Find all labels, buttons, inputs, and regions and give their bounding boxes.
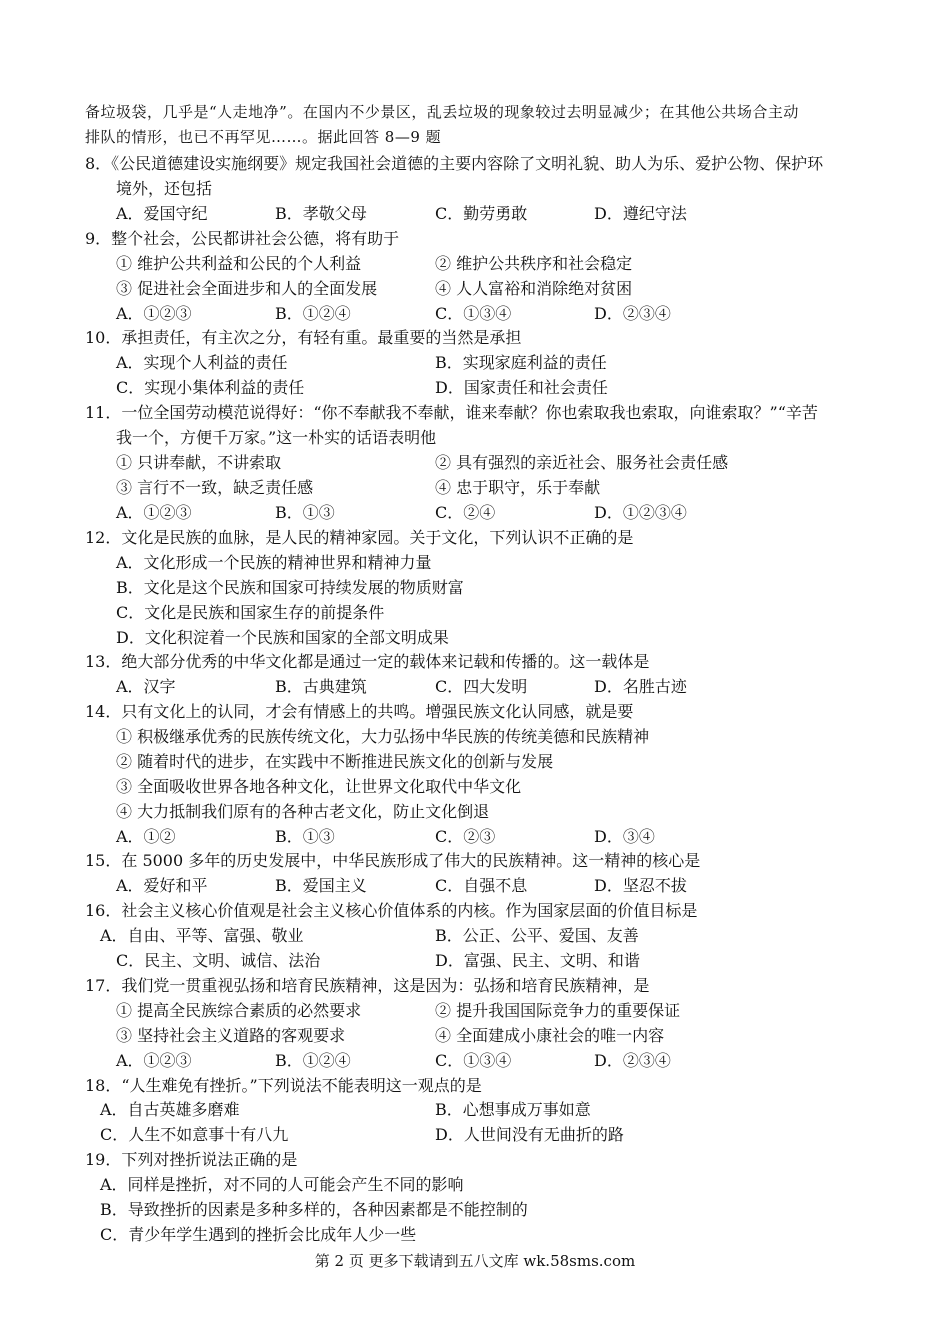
text-line: D．③④ bbox=[594, 827, 655, 846]
text-line: B．导致挫折的因素是多种多样的，各种因素都是不能控制的 bbox=[100, 1200, 528, 1219]
text-line: C．②④ bbox=[435, 503, 496, 522]
text-line: 15．在 5000 多年的历史发展中，中华民族形成了伟大的民族精神。这一精神的核心是 bbox=[85, 851, 701, 870]
text-line: C．实现小集体利益的责任 bbox=[116, 378, 305, 397]
text-line: D．②③④ bbox=[594, 304, 671, 323]
text-line: A．①②③ bbox=[116, 503, 192, 522]
text-line: A．文化形成一个民族的精神世界和精神力量 bbox=[116, 553, 432, 572]
text-line: ③ 言行不一致，缺乏责任感 bbox=[116, 478, 314, 497]
text-line: ③ 促进社会全面进步和人的全面发展 bbox=[116, 279, 378, 298]
intro-line: 排队的情形，也已不再罕见……。据此回答 8—9 题 bbox=[85, 128, 442, 146]
text-line: ① 维护公共利益和公民的个人利益 bbox=[116, 254, 362, 273]
text-line: B．①③ bbox=[275, 503, 335, 522]
text-line: ② 维护公共秩序和社会稳定 bbox=[435, 254, 633, 273]
text-line: 我一个，方便千万家。”这一朴实的话语表明他 bbox=[116, 428, 437, 447]
text-line: B．古典建筑 bbox=[275, 677, 367, 696]
text-line: 14．只有文化上的认同，才会有情感上的共鸣。增强民族文化认同感，就是要 bbox=[85, 702, 634, 721]
text-line: C．自强不息 bbox=[435, 876, 528, 895]
text-line: 12．文化是民族的血脉，是人民的精神家园。关于文化，下列认识不正确的是 bbox=[85, 528, 634, 547]
text-line: ④ 忠于职守，乐于奉献 bbox=[435, 478, 601, 497]
text-line: B．爱国主义 bbox=[275, 876, 367, 895]
text-line: B．①②④ bbox=[275, 304, 351, 323]
text-line: A．①② bbox=[116, 827, 176, 846]
text-line: A．①②③ bbox=[116, 304, 192, 323]
text-line: B．①②④ bbox=[275, 1051, 351, 1070]
text-line: A．汉字 bbox=[116, 677, 176, 696]
text-line: D．②③④ bbox=[594, 1051, 671, 1070]
text-line: A．实现个人利益的责任 bbox=[116, 353, 288, 372]
text-line: A．自由、平等、富强、敬业 bbox=[100, 926, 304, 945]
text-line: ① 只讲奉献，不讲索取 bbox=[116, 453, 282, 472]
intro-passage bbox=[85, 100, 885, 150]
text-line: D．文化积淀着一个民族和国家的全部文明成果 bbox=[116, 628, 449, 647]
text-line: 19．下列对挫折说法正确的是 bbox=[85, 1150, 298, 1169]
text-line: 10．承担责任，有主次之分，有轻有重。最重要的当然是承担 bbox=[85, 328, 522, 347]
text-line: D．富强、民主、文明、和谐 bbox=[435, 951, 640, 970]
text-line: 8．《公民道德建设实施纲要》规定我国社会道德的主要内容除了文明礼貌、助人为乐、爱护公物、保护环 bbox=[85, 154, 824, 173]
text-line: B．实现家庭利益的责任 bbox=[435, 353, 607, 372]
text-line: 境外，还包括 bbox=[116, 179, 213, 198]
page-footer: 第 2 页 更多下载请到五八文库 wk.58sms.com bbox=[314, 1252, 636, 1270]
text-line: C．文化是民族和国家生存的前提条件 bbox=[116, 603, 385, 622]
text-line: A．爱国守纪 bbox=[116, 204, 208, 223]
text-line: A．同样是挫折，对不同的人可能会产生不同的影响 bbox=[100, 1175, 464, 1194]
text-line: ② 具有强烈的亲近社会、服务社会责任感 bbox=[435, 453, 729, 472]
text-line: 13．绝大部分优秀的中华文化都是通过一定的载体来记载和传播的。这一载体是 bbox=[85, 652, 650, 671]
text-line: 11．一位全国劳动模范说得好：“你不奉献我不奉献，谁来奉献？你也索取我也索取，向谁索取？”“辛苦 bbox=[85, 403, 818, 422]
text-line: ② 提升我国国际竞争力的重要保证 bbox=[435, 1001, 681, 1020]
text-line: ④ 大力抵制我们原有的各种古老文化，防止文化倒退 bbox=[116, 802, 490, 821]
text-line: ③ 全面吸收世界各地各种文化，让世界文化取代中华文化 bbox=[116, 777, 522, 796]
intro-line: 备垃圾袋，几乎是“人走地净”。在国内不少景区，乱丢垃圾的现象较过去明显减少；在其他公共场合主动 bbox=[85, 103, 799, 121]
text-line: D．人世间没有无曲折的路 bbox=[435, 1125, 624, 1144]
text-line: 9．整个社会，公民都讲社会公德，将有助于 bbox=[85, 229, 400, 248]
text-line: B．心想事成万事如意 bbox=[435, 1100, 591, 1119]
text-line: ④ 全面建成小康社会的唯一内容 bbox=[435, 1026, 665, 1045]
text-line: 18．“人生难免有挫折。”下列说法不能表明这一观点的是 bbox=[85, 1076, 482, 1095]
text-line: C．①③④ bbox=[435, 304, 512, 323]
text-line: 16．社会主义核心价值观是社会主义核心价值体系的内核。作为国家层面的价值目标是 bbox=[85, 901, 698, 920]
text-line: ① 积极继承优秀的民族传统文化，大力弘扬中华民族的传统美德和民族精神 bbox=[116, 727, 650, 746]
text-line: D．国家责任和社会责任 bbox=[435, 378, 608, 397]
text-line: D．遵纪守法 bbox=[594, 204, 687, 223]
text-line: D．坚忍不拔 bbox=[594, 876, 687, 895]
text-line: ① 提高全民族综合素质的必然要求 bbox=[116, 1001, 362, 1020]
text-line: D．名胜古迹 bbox=[594, 677, 687, 696]
text-line: C．人生不如意事十有八九 bbox=[100, 1125, 289, 1144]
text-line: A．自古英雄多磨难 bbox=[100, 1100, 240, 1119]
text-line: C．②③ bbox=[435, 827, 496, 846]
text-line: A．①②③ bbox=[116, 1051, 192, 1070]
text-line: 17．我们党一贯重视弘扬和培育民族精神，这是因为：弘扬和培育民族精神，是 bbox=[85, 976, 650, 995]
text-line: ③ 坚持社会主义道路的客观要求 bbox=[116, 1026, 346, 1045]
text-line: B．孝敬父母 bbox=[275, 204, 367, 223]
text-line: C．民主、文明、诚信、法治 bbox=[116, 951, 321, 970]
text-line: B．公正、公平、爱国、友善 bbox=[435, 926, 639, 945]
text-line: B．①③ bbox=[275, 827, 335, 846]
text-line: C．①③④ bbox=[435, 1051, 512, 1070]
text-line: ④ 人人富裕和消除绝对贫困 bbox=[435, 279, 633, 298]
text-line: A．爱好和平 bbox=[116, 876, 208, 895]
text-line: D．①②③④ bbox=[594, 503, 687, 522]
text-line: C．四大发明 bbox=[435, 677, 528, 696]
text-line: B．文化是这个民族和国家可持续发展的物质财富 bbox=[116, 578, 464, 597]
text-line: C．青少年学生遇到的挫折会比成年人少一些 bbox=[100, 1225, 417, 1244]
text-line: C．勤劳勇敢 bbox=[435, 204, 528, 223]
text-line: ② 随着时代的进步，在实践中不断推进民族文化的创新与发展 bbox=[116, 752, 554, 771]
